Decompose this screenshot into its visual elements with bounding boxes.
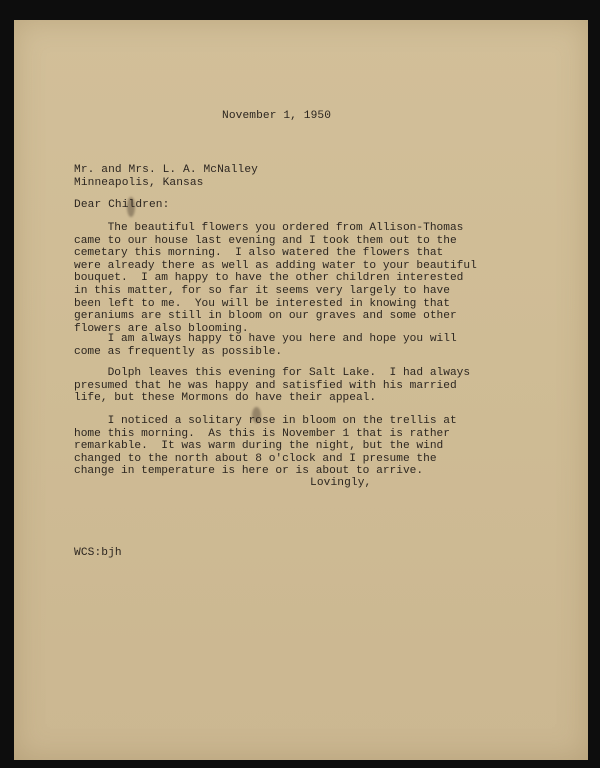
- paragraph-line: presumed that he was happy and satisfied with his married: [74, 379, 457, 392]
- paragraph-line: cemetary this morning. I also watered the flowers that: [74, 247, 444, 260]
- paragraph-2: [74, 333, 554, 358]
- letter-date: November 1, 1950: [222, 110, 332, 122]
- typist-initials: WCS:bjh: [74, 547, 122, 559]
- ink-smudge: [252, 407, 261, 423]
- paragraph-4: [74, 415, 554, 478]
- paragraph-line: I am always happy to have you here and hope you will: [74, 333, 457, 345]
- paragraph-line: in this matter, for so far it seems very largely to have: [74, 284, 450, 297]
- ink-smudge: [127, 197, 135, 217]
- paragraph-line: were already there as well as adding water to your beautiful: [74, 259, 477, 272]
- paragraph-line: I noticed a solitary rose in bloom on the trellis at: [74, 415, 457, 427]
- paragraph-line: come as frequently as possible.: [74, 345, 283, 358]
- paragraph-line: flowers are also blooming.: [74, 322, 249, 335]
- paragraph-line: changed to the north about 8 o'clock and I presume the: [74, 452, 437, 465]
- paragraph-line: change in temperature is here or is about to arrive.: [74, 465, 424, 478]
- paragraph-line: been left to me. You will be interested in knowing that: [74, 297, 450, 310]
- recipient-name: Mr. and Mrs. L. A. McNalley: [74, 164, 258, 176]
- paragraph-line: The beautiful flowers you ordered from Allison-Thomas: [74, 222, 464, 234]
- paragraph-line: Dolph leaves this evening for Salt Lake. I had always: [74, 367, 471, 379]
- paragraph-1: [74, 222, 554, 335]
- paragraph-line: remarkable. It was warm during the night, but the wind: [74, 440, 444, 453]
- paragraph-line: home this morning. As this is November 1 that is rather: [74, 427, 450, 440]
- paragraph-line: came to our house last evening and I took them out to the: [74, 234, 457, 247]
- paragraph-line: life, but these Mormons do have their appeal.: [74, 392, 377, 405]
- paragraph-line: bouquet. I am happy to have the other children interested: [74, 272, 464, 285]
- salutation: Dear Children:: [74, 199, 170, 211]
- paragraph-3: [74, 367, 554, 405]
- closing: Lovingly,: [310, 477, 372, 489]
- paragraph-line: geraniums are still in bloom on our graves and some other: [74, 310, 457, 323]
- recipient-location: Minneapolis, Kansas: [74, 177, 204, 189]
